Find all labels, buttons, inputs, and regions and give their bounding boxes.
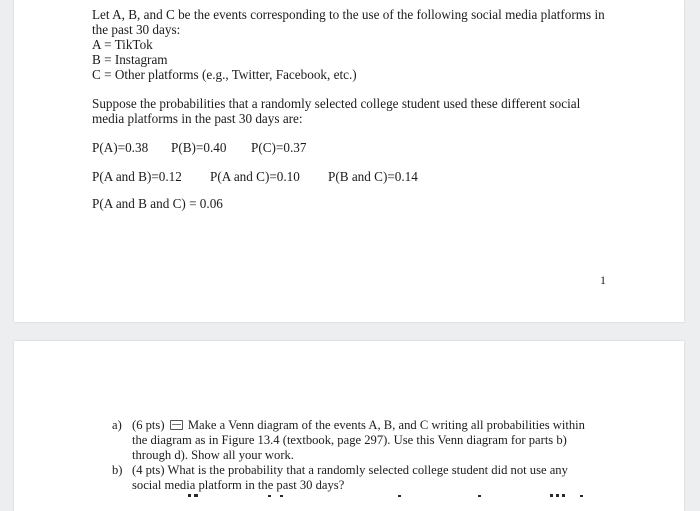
intro-line-2: the past 30 days: xyxy=(92,22,181,37)
document-page-1 xyxy=(14,0,684,322)
suppose-line-2: media platforms in the past 30 days are: xyxy=(92,111,303,126)
comment-icon[interactable] xyxy=(170,420,183,430)
question-a-label: a) xyxy=(112,418,122,432)
prob-c: P(C)=0.37 xyxy=(251,140,307,155)
definition-b: B = Instagram xyxy=(92,52,168,67)
prob-a-and-b-and-c: P(A and B and C) = 0.06 xyxy=(92,196,223,211)
definition-a: A = TikTok xyxy=(92,37,153,52)
question-b-line-1: (4 pts) What is the probability that a randomly selected college student did not use any xyxy=(132,463,568,477)
prob-a: P(A)=0.38 xyxy=(92,140,149,155)
cut-off-text-fragment xyxy=(148,489,608,497)
question-a-points: (6 pts) xyxy=(132,418,165,432)
definition-c: C = Other platforms (e.g., Twitter, Facebook, etc.) xyxy=(92,67,357,82)
prob-b-and-c: P(B and C)=0.14 xyxy=(328,169,418,184)
suppose-line-1: Suppose the probabilities that a randomly selected college student used these different social xyxy=(92,96,581,111)
question-a-line-3: through d). Show all your work. xyxy=(132,448,294,462)
page-number: 1 xyxy=(600,273,606,287)
prob-a-and-b: P(A and B)=0.12 xyxy=(92,169,182,184)
question-a-text-1: Make a Venn diagram of the events A, B, and C writing all probabilities within xyxy=(187,418,585,432)
question-b-line-2: social media platform in the past 30 days? xyxy=(132,478,345,492)
question-a-line-2: the diagram as in Figure 13.4 (textbook, page 297). Use this Venn diagram for parts b) xyxy=(132,433,567,447)
question-b-label: b) xyxy=(112,463,123,477)
question-a-line-1 xyxy=(132,418,585,433)
question-a xyxy=(112,418,632,463)
prob-a-and-c: P(A and C)=0.10 xyxy=(210,169,300,184)
document-page-2 xyxy=(14,341,684,511)
prob-b: P(B)=0.40 xyxy=(171,140,227,155)
intro-line-1: Let A, B, and C be the events corresponding to the use of the following social media platforms in xyxy=(92,7,605,22)
